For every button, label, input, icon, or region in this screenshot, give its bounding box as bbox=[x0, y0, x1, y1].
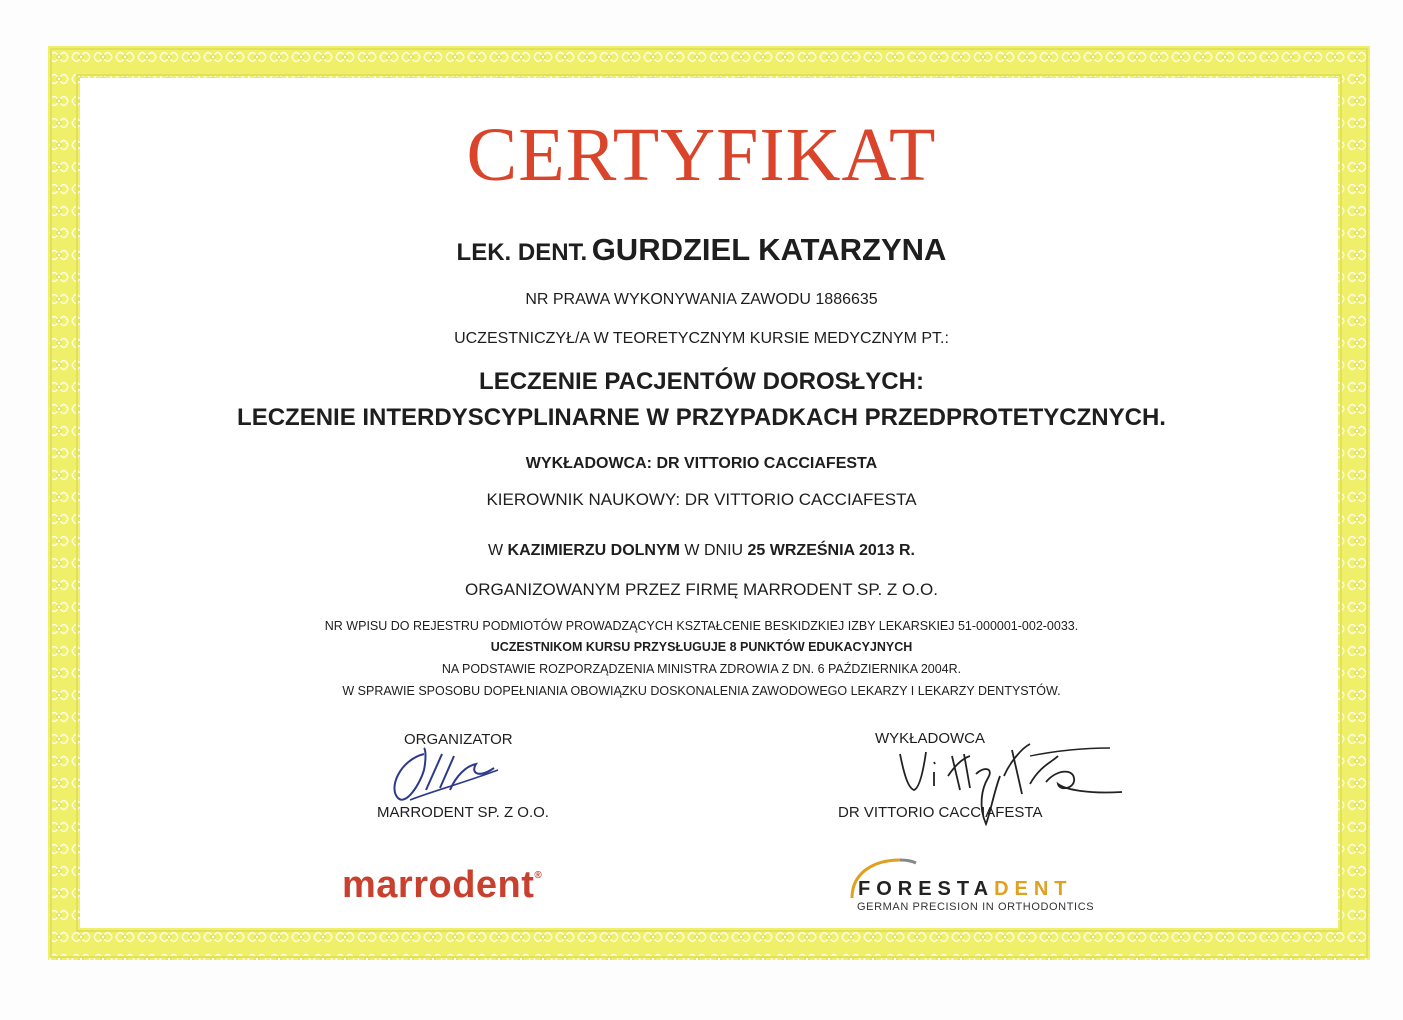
forestadent-logo bbox=[840, 856, 1100, 916]
organizer-name: MARRODENT SP. Z O.O. bbox=[377, 804, 549, 821]
marrodent-logo bbox=[342, 864, 542, 907]
lecturer-label: WYKŁADOWCA bbox=[875, 730, 986, 747]
lecturer-name: DR VITTORIO CACCIAFESTA bbox=[838, 804, 1043, 821]
course-title-line-2: LECZENIE INTERDYSCYPLINARNE W PRZYPADKACH PRZEDPROTETYCZNYCH. bbox=[237, 404, 1166, 431]
place-date-line bbox=[0, 540, 1403, 562]
regulation-reference: NA PODSTAWIE ROZPORZĄDZENIA MINISTRA ZDROWIA Z DN. 6 PAŹDZIERNIKA 2004R. bbox=[441, 662, 962, 676]
organizer-label: ORGANIZATOR bbox=[404, 731, 513, 748]
place-prefix: W bbox=[488, 542, 508, 559]
forestadent-tagline: GERMAN PRECISION IN ORTHODONTICS bbox=[857, 901, 1095, 913]
date: 25 WRZEŚNIA 2013 R. bbox=[747, 542, 915, 559]
marrodent-wordmark: marrodent bbox=[342, 864, 535, 906]
registry-number: NR WPISU DO REJESTRU PODMIOTÓW PROWADZĄCYCH KSZTAŁCENIE BESKIDZKIEJ IZBY LEKARSKIEJ 51-000001-002-0033. bbox=[324, 619, 1079, 633]
forestadent-wordmark-accent: DENT bbox=[994, 878, 1073, 900]
certificate-title: CERTYFIKAT bbox=[466, 113, 937, 197]
forestadent-wordmark-main: FORESTA bbox=[858, 878, 995, 900]
scientific-head-line: KIEROWNIK NAUKOWY: DR VITTORIO CACCIAFESTA bbox=[486, 490, 917, 509]
course-title-line-1: LECZENIE PACJENTÓW DOROSŁYCH: bbox=[479, 368, 924, 395]
training-duty-note: W SPRAWIE SPOSOBU DOPEŁNIANIA OBOWIĄZKU DOSKONALENIA ZAWODOWEGO LEKARZY I LEKARZY DENTYSTÓW. bbox=[342, 684, 1061, 698]
participation-statement: UCZESTNICZYŁ/A W TEORETYCZNYM KURSIE MEDYCZNYM PT.: bbox=[454, 330, 949, 347]
organizer-statement: ORGANIZOWANYM PRZEZ FIRMĘ MARRODENT SP. Z O.O. bbox=[465, 580, 938, 599]
place: KAZIMIERZU DOLNYM bbox=[507, 542, 680, 559]
recipient-prefix: LEK. DENT. bbox=[456, 239, 588, 266]
recipient-row bbox=[0, 228, 1403, 278]
organizer-signature bbox=[380, 740, 510, 806]
forestadent-wordmark bbox=[858, 878, 1073, 901]
lecturer-line: WYKŁADOWCA: DR VITTORIO CACCIAFESTA bbox=[525, 455, 878, 472]
date-prefix: W DNIU bbox=[679, 542, 748, 559]
recipient-name: GURDZIEL KATARZYNA bbox=[591, 232, 947, 267]
registered-mark: ® bbox=[534, 870, 543, 881]
license-number: NR PRAWA WYKONYWANIA ZAWODU 1886635 bbox=[525, 291, 878, 308]
education-points: UCZESTNIKOM KURSU PRZYSŁUGUJE 8 PUNKTÓW EDUKACYJNYCH bbox=[490, 640, 913, 654]
